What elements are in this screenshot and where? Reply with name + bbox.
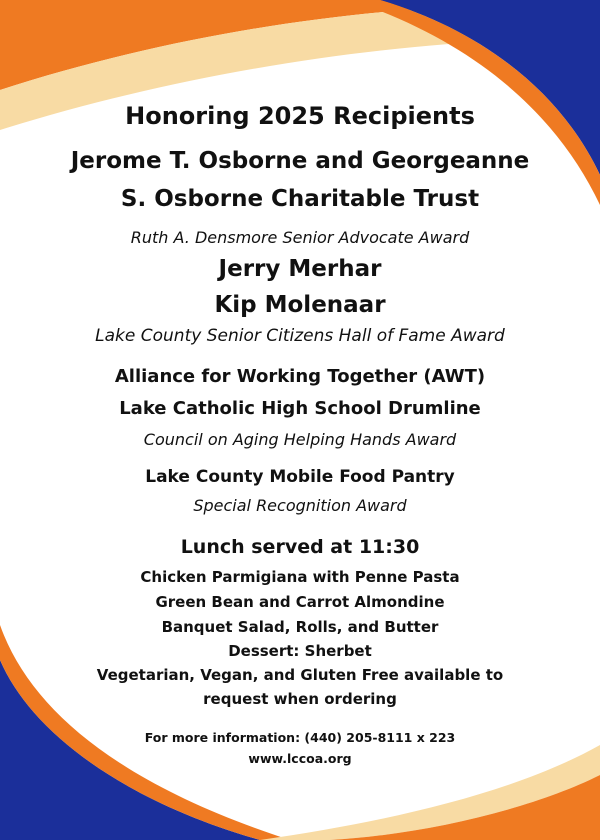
- recipient-molenaar: Kip Molenaar: [214, 292, 386, 318]
- dietary-note-line1: Vegetarian, Vegan, and Gluten Free available to: [96, 666, 504, 684]
- menu-item-dessert: Dessert: Sherbet: [228, 642, 372, 660]
- award-hall-of-fame: Lake County Senior Citizens Hall of Fame Award: [95, 326, 505, 346]
- menu-item: Green Bean and Carrot Almondine: [155, 593, 445, 611]
- page-title: Honoring 2025 Recipients: [125, 102, 475, 130]
- website: www.lccoa.org: [248, 751, 352, 766]
- contact-info: For more information: (440) 205-8111 x 223: [144, 730, 456, 745]
- trust-name-line1: Jerome T. Osborne and Georgeanne: [70, 148, 530, 174]
- recipient-drumline: Lake Catholic High School Drumline: [119, 398, 481, 419]
- award-special-recognition: Special Recognition Award: [193, 496, 407, 515]
- recipient-food-pantry: Lake County Mobile Food Pantry: [145, 467, 455, 487]
- recipient-awt: Alliance for Working Together (AWT): [114, 366, 486, 387]
- award-densmore: Ruth A. Densmore Senior Advocate Award: [130, 228, 470, 247]
- trust-name-line2: S. Osborne Charitable Trust: [120, 186, 480, 212]
- recipient-merhar: Jerry Merhar: [218, 256, 382, 282]
- menu-item: Chicken Parmigiana with Penne Pasta: [140, 568, 460, 586]
- lunch-title: Lunch served at 11:30: [180, 536, 420, 558]
- award-helping-hands: Council on Aging Helping Hands Award: [143, 430, 457, 449]
- dietary-note-line2: request when ordering: [203, 690, 397, 708]
- menu-item: Banquet Salad, Rolls, and Butter: [161, 618, 439, 636]
